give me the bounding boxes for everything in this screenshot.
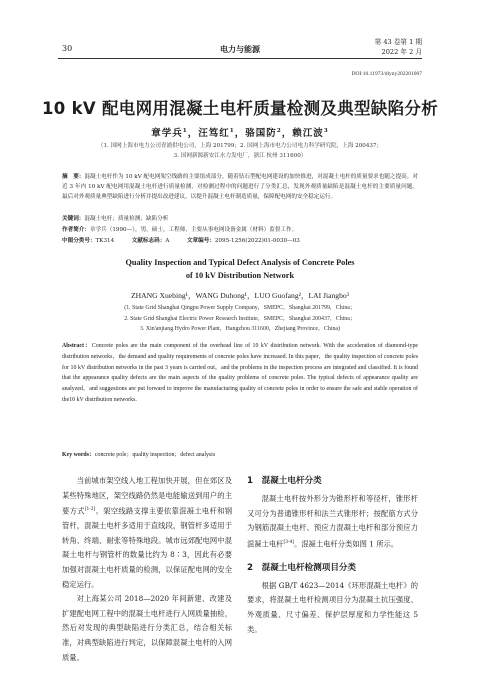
author-1-sup: 1	[182, 127, 188, 134]
author-2-sup: 1	[229, 127, 235, 134]
abstract-en	[62, 341, 418, 406]
section-1-heading: 1 混凝土电杆分类	[247, 476, 322, 486]
affiliation-cn-line: （1. 国网上海市电力公司青浦供电公司，上海 201799；2. 国网上海市电力公司电力科学研究院，上海 200437；	[97, 143, 383, 149]
doc-code-label: 文献标志码：	[131, 238, 166, 244]
author-3-sup: 2	[276, 127, 282, 134]
clc-value: TK314	[95, 238, 115, 244]
header-rule	[58, 58, 422, 59]
author-bio-label: 作者简介：	[62, 227, 90, 233]
affiliation-en-line: 3. Xin'anjiang Hydro Power Plant，Hangzhou 311600，Zhejiang Province，China)	[140, 326, 340, 332]
keywords-en-text: concrete pole；quality inspection；defect analysis	[94, 452, 216, 458]
affiliation-en-line: (1. State Grid Shanghai Qingpu Power Supply Company，SMEPC，Shanghai 201799，China；	[124, 305, 356, 311]
abstract-cn-text: 混凝土电杆作为 10 kV 配电网架空线路的主要组成部分，随着钻石型配电网建设的加快推进，对混凝土电杆的质量要求也随之提高。对近 3 年内 10 kV 配电网用混凝土电杆进行质量检测，对检测过程中的问题进行了分类汇总，发现外观质量缺陷是混凝土电杆的主要质量问题。最后对外观质量典型缺陷进行分析并提出改进建议，以提升混凝土电杆制造质量，保障配电网的安全稳定运行。	[62, 174, 418, 201]
section-2-paragraph: 根据 GB/T 4623—2014《环形混凝土电杆》的要求，将混凝土电杆检测项目分为混凝土抗压强度、外观质量、尺寸偏差、保护层厚度和力学性能这 5 类。	[247, 580, 418, 634]
body-left-column	[62, 474, 232, 665]
keywords-cn	[62, 214, 418, 224]
citation: [1-2]	[84, 507, 96, 513]
doc-code-value: A	[165, 238, 170, 244]
keywords-cn-label: 关键词：	[62, 216, 85, 222]
issue-info	[375, 38, 422, 57]
author-bio-text: 章学兵（1990—），男，硕士，工程师，主要从事电网设备金属（材料）监督工作。	[89, 227, 298, 233]
affiliation-en-line: 2. State Grid Shanghai Electric Power Research Institute，SMEPC，Shanghai 200437，China；	[124, 315, 356, 322]
title-en-line: Quality Inspection and Typical Defect Analysis of Concrete Poles	[125, 258, 355, 267]
article-id-value: 2095-1256(2022)01-0030—03	[214, 238, 300, 244]
article-id-label: 文章编号：	[186, 238, 215, 244]
abstract-cn-label: 摘 要：	[62, 174, 85, 180]
abstract-en-text: Concrete poles are the main component of the overhead line of 10 kV distribution network. With the acceleration of diamond-type distribution networks，the demand and quality requirements of concrete poles have increased. In this paper，the quality inspection of concrete poles for 10 kV distribution networks in the past 3 years is carried out，and the problems in the inspection process are integrated and classified. It is found that the appearance quality defects are the main aspects of the quality problems of concrete poles. The typical defects of appearance quality are analyzed，and suggestions are put forward to improve the manufacturing quality of concrete poles in order to ensure the safe and stable operation of the10 kV distribution networks.	[62, 343, 419, 403]
body-paragraph-text: 当前城市架空线入地工程加快开展，但在郊区及某些特殊地区，架空线路仍然是电能输送到用户的主要方式	[62, 476, 232, 516]
volume-issue: 第 43 卷第 1 期	[374, 38, 422, 46]
author-3: ，骆国防	[234, 128, 277, 139]
issue-date: 2022 年 2 月	[381, 47, 422, 56]
affiliations-en	[58, 303, 422, 335]
author-1: 章学兵	[151, 128, 183, 139]
author-4-sup: 3	[323, 127, 329, 134]
section-1-text: 混凝土电杆按外形分为锥形杆和等径杆，锥形杆又可分为普通锥形杆和法兰式锥形杆；按配筋方式分为钢筋混凝土电杆、预应力混凝土电杆和部分预应力混凝土电杆	[247, 494, 418, 549]
page-number: 30	[62, 44, 73, 53]
paper-title-cn: 10 kV 配电网用混凝土电杆质量检测及典型缺陷分析	[42, 99, 438, 118]
affiliations-cn	[58, 141, 422, 161]
author-2: ，汪笃红	[187, 128, 230, 139]
keywords-en-label: Key words：	[62, 452, 95, 458]
title-en-line: of 10 kV Distribution Network	[185, 271, 295, 280]
body-paragraph: 对上海某公司 2018—2020 年间新建、改建及扩建配电网工程中的混凝土电杆进行入网质量抽检，然后对发现的典型缺陷进行分类汇总，结合相关标准，对典型缺陷进行判定，以保障混凝土电杆的入网质量。	[62, 594, 232, 662]
keywords-cn-text: 混凝土电杆；质量检测；缺陷分析	[84, 216, 169, 222]
affiliation-cn-line: 3. 国网新源新安江水力发电厂，浙江 杭州 311600）	[173, 153, 307, 159]
citation: [3-4]	[283, 539, 294, 545]
clc-label: 中图分类号：	[62, 238, 96, 244]
doi: DOI:10.11973/dlyny202201007	[351, 71, 422, 77]
body-paragraph-text: 。架空线路支撑主要依靠混凝土电杆和钢管杆，混凝土电杆多适用于直线段，钢管杆多适用于转角、终端、耐张等特殊地段。城市远郊配电网中混凝土电杆与钢管杆的数量比约为 8∶3，因此有必要加强对混凝土电杆质量的检测，以保证配电网的安全稳定运行。	[62, 506, 233, 589]
author-4: ，赖江波	[281, 128, 324, 139]
body-paragraph	[62, 474, 232, 592]
abstract-cn	[62, 172, 418, 203]
author-bio	[62, 225, 418, 235]
section-2-heading: 2 混凝土电杆检测项目分类	[247, 562, 357, 573]
authors-en: ZHANG Xuebing¹，WANG Duhong¹，LUO Guofang²，LAI Jiangbo³	[131, 291, 349, 300]
authors-cn	[0, 125, 480, 139]
classification-line	[62, 236, 418, 246]
abstract-en-label: Abstract：	[62, 343, 92, 349]
section-1-paragraph	[247, 492, 418, 552]
body-right-column	[247, 474, 418, 637]
section-1-text-end: 。混凝土电杆分类如图 1 所示。	[293, 539, 399, 549]
paper-title-en	[0, 256, 480, 282]
journal-name: 电力与能源	[220, 45, 260, 54]
keywords-en	[62, 449, 418, 458]
